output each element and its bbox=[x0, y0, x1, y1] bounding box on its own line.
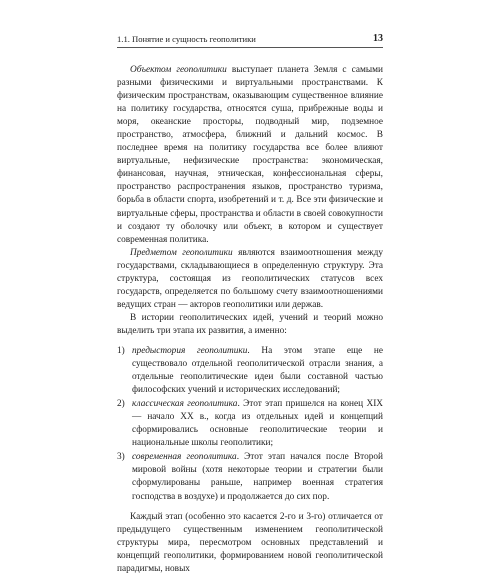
running-header-title: 1.1. Понятие и сущность геополитики bbox=[117, 34, 256, 44]
paragraph-stages-intro: В истории геополитических идей, учений и теорий можно выделить три этапа их развития, а именно: bbox=[117, 312, 383, 336]
term-subject: Предметом геополитики bbox=[130, 247, 233, 258]
list-item-number: 1) bbox=[117, 345, 125, 356]
term-object: Объектом геополитики bbox=[130, 65, 227, 75]
list-item-number: 2) bbox=[117, 399, 125, 410]
list-item-text: . Этот этап пришелся на конец XIX — начало XX в., когда из отдельных идей и концепций сформировались основные геополитические теории и национальные школы геополитики; bbox=[132, 399, 384, 449]
list-item-term: классическая геополитика bbox=[132, 399, 238, 410]
page-number: 13 bbox=[373, 33, 383, 44]
body-text bbox=[117, 64, 383, 576]
list-item bbox=[117, 398, 383, 450]
list-item-text: . На этом этапе еще не существовало отдельной геополитической отрасли знания, а отдельные геополитические идеи были составной частью философских учений и исторических исследований; bbox=[132, 345, 384, 396]
paragraph-subject bbox=[117, 247, 383, 312]
list-item-number: 3) bbox=[117, 452, 125, 463]
list-item-text: . Этот этап начался после Второй мировой войны (хотя некоторые теории и стратегии были сформулированы раньше, например военная стратегия господства в воздухе) и продолжается до сих пор. bbox=[132, 452, 384, 502]
paragraph-object-text: выступает планета Земля с самыми разными физическими и виртуальными пространствами. К физическим пространствам, оказывающим существенное влияние на политику государства, относятся суша, прибрежные воды и моря, океанские просторы, подводный мир, подземное пространство, атмосфера, ближний и дальний космос. В последнее время на политику государства все более влияют виртуальные, нефизические пространства: экономическая, финансовая, научная, этническая, конфессиональная сферы, пространство распространения языков, пространство туризма, борьба в области спорта, изобретений и т. д. Все эти физические и виртуальные сферы, пространства и области в своей совокупности и создают ту оболочку или объект, в котором и существует современная политика. bbox=[117, 65, 383, 245]
paragraph-object bbox=[117, 64, 383, 247]
stages-list bbox=[117, 345, 383, 504]
running-header bbox=[117, 31, 383, 48]
list-item bbox=[117, 345, 383, 397]
list-item-term: современная геополитика bbox=[132, 452, 237, 463]
list-item-term: предыстория геополитики bbox=[132, 345, 248, 356]
paragraph-stages-change: Каждый этап (особенно это касается 2-го и 3-го) отличается от предыдущего существенным изменением геополитической структуры мира, пересмотром основных представлений и концепций геополитики, формированием новой геополитической парадигмы, новых bbox=[117, 511, 383, 574]
paragraph-subject-text: являются взаимоотношения между государствами, складывающиеся в определенную структуру. Эта структура, состоящая из геополитических статусов всех государств, определяется по большому счету взаимоотношениями ведущих стран — акторов геополитики или держав. bbox=[117, 247, 383, 310]
list-item bbox=[117, 451, 383, 503]
